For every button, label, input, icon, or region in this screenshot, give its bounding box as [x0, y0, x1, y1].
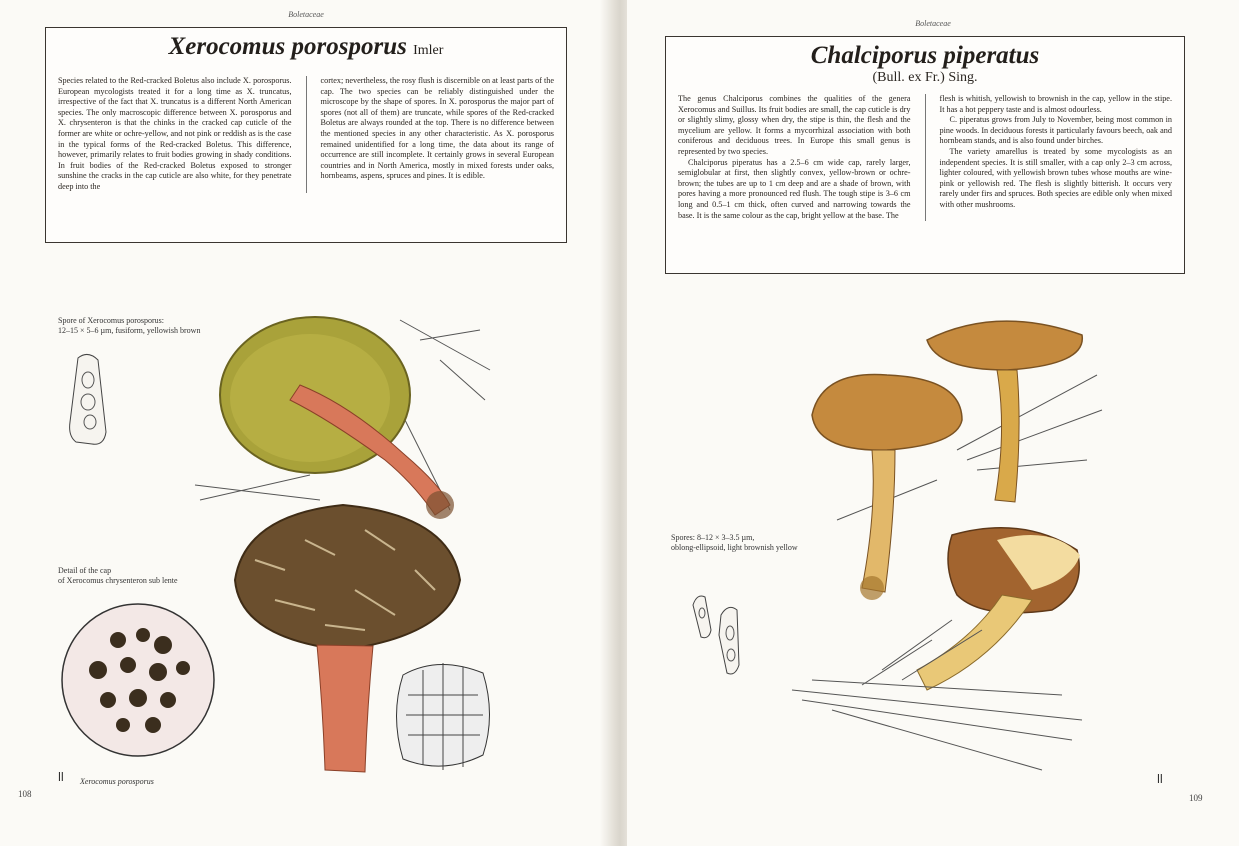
paragraph: flesh is whitish, yellowish to brownish in the cap, yellow in the stipe. It has a hot peppery taste and is almost odourless. — [939, 94, 1172, 114]
species-name-left: Xerocomus porosporus — [168, 33, 407, 60]
text-columns-right — [678, 94, 1172, 221]
page-number-right: 109 — [1189, 793, 1203, 803]
caption-spores — [671, 533, 798, 553]
paragraph: cortex; nevertheless, the rosy flush is discernible on at least parts of the cap. The two species can be reliably distinguished under the microscope by the shape of spores. In X. porosporus the major part of spores (not all of them) are truncate, while spores of the Red-cracked Boletus are always rounded at the top. There is no difference between the mentioned species in any other characteristic. As X. porosporus remained unidentified for a long time, the data about its range of occurrence are still incomplete. It certainly grows in several European countries and in North America, mostly in mixed forests under oaks, hornbeams, aspens, spruces and pines. It is edible. — [320, 76, 555, 181]
spores-illustration — [683, 585, 753, 680]
species-title-left — [46, 33, 566, 61]
running-head-left: Boletaceae — [288, 10, 324, 19]
column-divider — [925, 94, 926, 221]
column-divider — [306, 76, 307, 193]
caption-line: Spores: 8–12 × 3–3.5 µm, — [671, 533, 755, 542]
mushroom-illustration-cap-underside — [190, 310, 500, 530]
species-author-left: Imler — [413, 43, 444, 58]
page-number-left: 108 — [18, 789, 32, 799]
caption-line: Detail of the cap — [58, 566, 112, 575]
running-head-right: Boletaceae — [915, 19, 951, 28]
edibility-symbol-right: ǀǀ — [1157, 771, 1163, 786]
edibility-symbol-left: ǀǀ — [58, 769, 64, 784]
text-box-left — [45, 27, 567, 243]
text-columns-left — [58, 76, 554, 193]
cap-detail-magnified — [58, 600, 218, 760]
species-author-right: (Bull. ex Fr.) Sing. — [872, 70, 978, 85]
text-column-2 — [321, 76, 555, 193]
text-column-2 — [940, 94, 1173, 221]
caption-spore — [58, 316, 200, 336]
footer-species-name: Xerocomus porosporus — [80, 777, 154, 786]
pine-needles-illustration — [782, 600, 1102, 790]
paragraph: Chalciporus piperatus has a 2.5–6 cm wide cap, rarely larger, semiglobular at first, then slightly convex, yellow-brown or ochre-brown; the tubes are up to 1 cm deep and are a shade of brown, with pores having a more pronounced red flush. The tough stipe is 3–6 cm long and 0.5–1 cm thick, often curved and narrowing towards the base. It is the same colour as the cap, bright yellow at the base. The — [678, 157, 911, 220]
spore-illustration — [66, 350, 116, 450]
pore-detail-illustration — [388, 655, 498, 775]
caption-line: oblong-ellipsoid, light brownish yellow — [671, 543, 798, 552]
text-column-1 — [678, 94, 911, 221]
caption-line: Spore of Xerocomus porosporus: — [58, 316, 164, 325]
caption-detail — [58, 566, 178, 586]
paragraph: C. piperatus grows from July to November, being most common in pine woods. In deciduous forests it particularly favours beech, oak and hornbeam stands, and is also found under birches. — [939, 115, 1172, 146]
right-page — [627, 0, 1239, 846]
caption-line: of Xerocomus chrysenteron sub lente — [58, 576, 178, 585]
text-column-1 — [58, 76, 292, 193]
paragraph: The variety amarellus is treated by some mycologists as an independent species. It is still smaller, with a cap only 2–3 cm across, lighter coloured, with yellowish brown tubes whose mouths are wine-pink or yellowish red. The flesh is slightly bitterish. It occurs very rarely under firs and spruces. Both species are edible only when mixed with other mushrooms. — [939, 146, 1172, 209]
paragraph: The genus Chalciporus combines the qualities of the genera Xerocomus and Suillus. Its fruit bodies are small, the cap cuticle is dry or slightly slimy, glossy when dry, the stipe is thin, the flesh and the mycelium are yellow. It forms a mycorrhizal association with both coniferous and deciduous trees. In Europe this small genus is represented by two species. — [678, 94, 911, 156]
paragraph: Species related to the Red-cracked Boletus also include X. porosporus. European mycologists treated it for a long time as X. truncatus, irrespective of the fact that X. truncatus is a different North American species. The only macroscopic difference between X. porosporus and X. chrysenteron is that the chinks in the cracked cap cuticle of the former are white or ochre-yellow, and not pink or reddish as is the case in the typical forms of the Red-cracked Boletus. This difference, however, primarily relates to fruit bodies growing in shady conditions. In fruit bodies of the Red-cracked Boletus exposed to stronger sunshine the cracks in the cap cuticle are also white, for they penetrate deep into the — [58, 76, 292, 191]
left-page — [0, 0, 612, 846]
text-box-right — [665, 36, 1185, 274]
species-name-right: Chalciporus piperatus — [810, 42, 1040, 69]
caption-line: 12–15 × 5–6 µm, fusiform, yellowish brown — [58, 326, 201, 335]
